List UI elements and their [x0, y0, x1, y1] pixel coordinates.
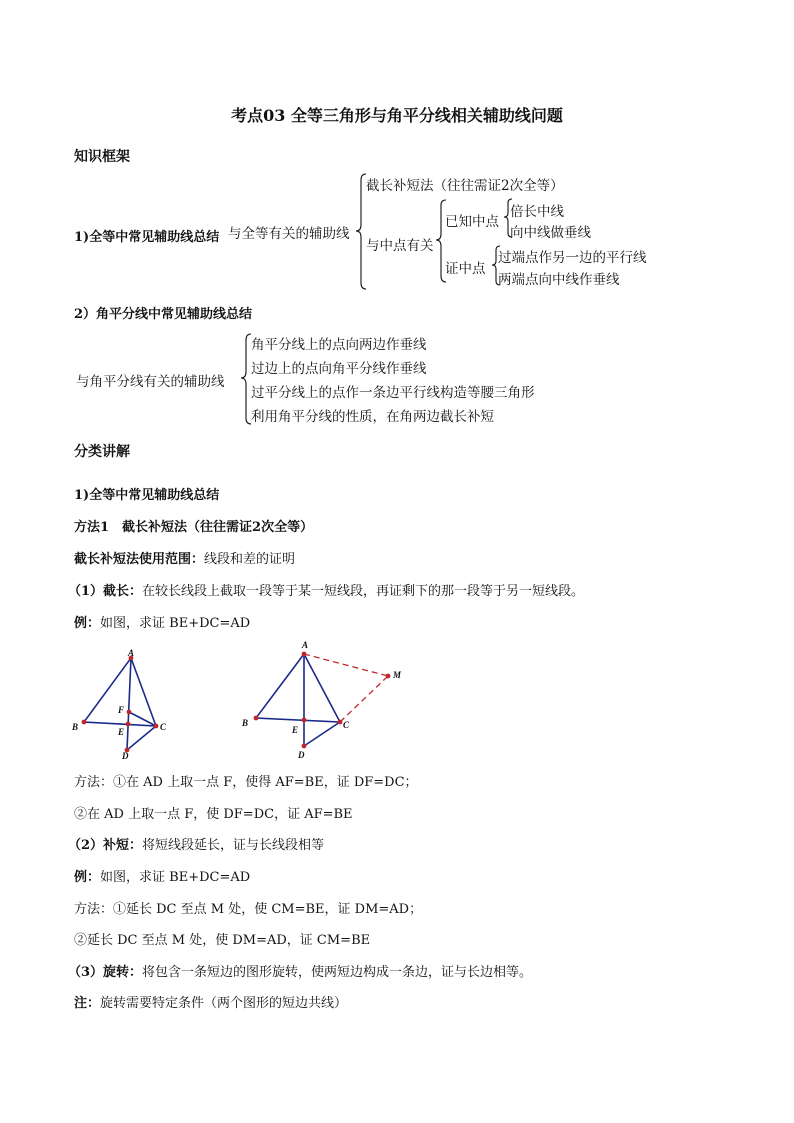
fig2-label-c: C — [343, 720, 350, 730]
frame2-item-4: 利用角平分线的性质，在角两边截长补短 — [251, 409, 494, 425]
frame1-prove-item-1: 过端点作另一边的平行线 — [498, 250, 647, 266]
frame2-root: 与角平分线有关的辅助线 — [76, 374, 225, 390]
section-explain-heading: 分类讲解 — [74, 444, 130, 460]
frame1-branch-a: 截长补短法（往往需证2次全等） — [366, 178, 564, 194]
figure-1 — [68, 646, 188, 766]
frame2-item-1: 角平分线上的点向两边作垂线 — [251, 337, 427, 353]
para-3 — [68, 961, 532, 980]
fig1-label-f: F — [118, 705, 125, 715]
para-1 — [68, 580, 584, 599]
fig2-label-m: M — [393, 670, 402, 680]
method-1-line-2: ②在 AD 上取一点 F，使 DF=DC，证 AF=BE — [74, 807, 353, 822]
fig1-label-d: D — [122, 751, 129, 761]
frame1-branch-b: 与中点有关 — [366, 238, 434, 254]
method-2-line-1: 方法：①延长 DC 至点 M 处，使 CM=BE，证 DM=AD； — [74, 902, 423, 917]
para-3-text: 将包含一条短边的图形旋转，使两短边构成一条边，证与长边相等。 — [142, 965, 533, 980]
subsection-1: 1)全等中常见辅助线总结 — [74, 488, 220, 503]
frame1-prove-item-2: 两端点向中线作垂线 — [498, 272, 620, 288]
method-1-line-1: 方法：①在 AD 上取一点 F，使得 AF=BE，证 DF=DC； — [74, 775, 418, 790]
frame1-root: 与全等有关的辅助线 — [228, 226, 350, 242]
example-1-label: 例： — [74, 616, 101, 631]
example-2-text: 如图，求证 BE+DC=AD — [100, 870, 251, 885]
frame1-prove-mid: 证中点 — [445, 261, 486, 277]
scope-label: 截长补短法使用范围： — [74, 552, 205, 567]
para-2-label: （2）补短： — [68, 838, 143, 853]
section-knowledge-heading: 知识框架 — [74, 149, 130, 165]
method-1-heading: 方法1 截长补短法（往往需证2次全等） — [74, 520, 314, 535]
figure-2 — [238, 636, 408, 766]
fig2-label-a: A — [302, 640, 309, 650]
fig1-label-a: A — [128, 648, 135, 658]
fig1-label-c: C — [160, 722, 167, 732]
para-1-label: （1）截长： — [68, 584, 143, 599]
para-2-text: 将短线段延长，证与长线段相等 — [142, 838, 325, 853]
method-2-line-2: ②延长 DC 至点 M 处，使 DM=AD，证 CM=BE — [74, 933, 371, 948]
example-1-text: 如图，求证 BE+DC=AD — [100, 616, 251, 631]
fig2-label-b: B — [242, 718, 249, 728]
fig2-label-d: D — [298, 750, 305, 760]
fig1-label-e: E — [118, 727, 125, 737]
frame2-item-3: 过平分线上的点作一条边平行线构造等腰三角形 — [251, 385, 535, 401]
para-2 — [68, 834, 324, 853]
para-3-label: （3）旋转： — [68, 965, 143, 980]
scope-line — [74, 548, 295, 567]
example-1 — [74, 612, 250, 631]
frame1-known-item-2: 向中线做垂线 — [510, 225, 591, 241]
frame1-known-item-1: 倍长中线 — [510, 204, 564, 220]
note-label: 注： — [74, 996, 101, 1011]
frame1-label: 1)全等中常见辅助线总结 — [74, 230, 220, 245]
frame2-label: 2）角平分线中常见辅助线总结 — [74, 307, 253, 322]
example-2 — [74, 866, 250, 885]
note — [74, 992, 347, 1011]
frame1-known-mid: 已知中点 — [445, 214, 499, 230]
page-title: 考点03 全等三角形与角平分线相关辅助线问题 — [231, 106, 563, 125]
fig2-label-e: E — [292, 725, 299, 735]
para-1-text: 在较长线段上截取一段等于某一短线段，再证剩下的那一段等于另一短线段。 — [142, 584, 585, 599]
fig1-label-b: B — [72, 722, 79, 732]
scope-text: 线段和差的证明 — [204, 552, 296, 567]
frame2-item-2: 过边上的点向角平分线作垂线 — [251, 361, 427, 377]
note-text: 旋转需要特定条件（两个图形的短边共线） — [100, 996, 348, 1011]
example-2-label: 例： — [74, 870, 101, 885]
